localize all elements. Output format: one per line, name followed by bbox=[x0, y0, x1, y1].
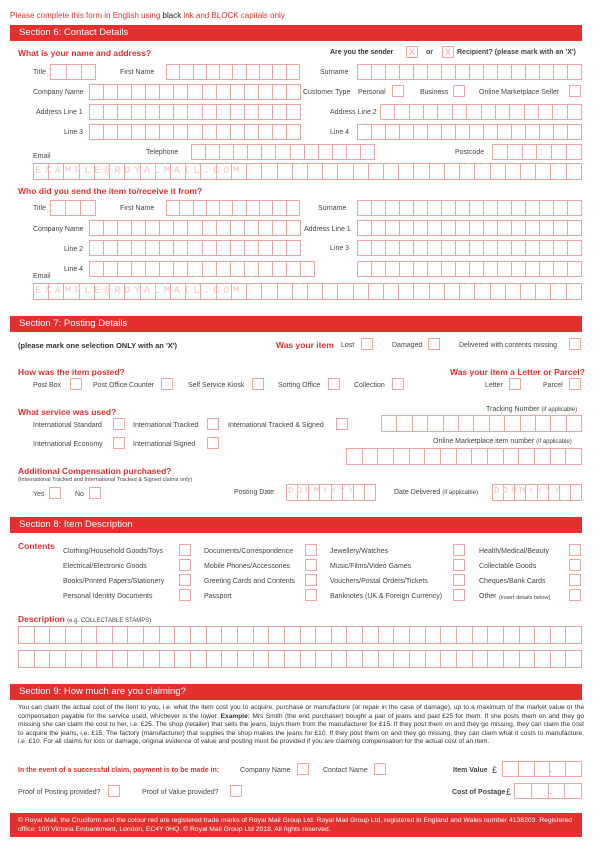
sender-postcode-input[interactable] bbox=[492, 144, 582, 160]
marketplace-item-number-input[interactable] bbox=[346, 448, 582, 465]
recipient-address-line1-input[interactable] bbox=[357, 220, 582, 236]
recipient-title-input[interactable] bbox=[50, 200, 96, 216]
sender-telephone-input[interactable] bbox=[191, 144, 375, 160]
sender-title-input[interactable] bbox=[50, 64, 96, 80]
other-note: (insert details below) bbox=[499, 595, 551, 601]
section-7-header: Section 7: Posting Details bbox=[10, 316, 582, 332]
post-office-counter-checkbox[interactable] bbox=[161, 378, 173, 390]
business-checkbox[interactable] bbox=[453, 85, 465, 97]
recipient-surname-input[interactable] bbox=[357, 200, 582, 216]
recipient-line3-input[interactable] bbox=[357, 240, 582, 256]
contents-option-label: Jewellery/Watches bbox=[330, 548, 389, 555]
contents-checkbox[interactable] bbox=[569, 574, 581, 586]
contents-checkbox[interactable] bbox=[453, 559, 465, 571]
damaged-checkbox[interactable] bbox=[428, 338, 440, 350]
cost-of-postage-input[interactable] bbox=[514, 783, 582, 799]
add-comp-yes-checkbox[interactable] bbox=[49, 487, 61, 499]
form-instruction: Please complete this form in English using black ink and BLOCK capitals only bbox=[10, 11, 285, 20]
self-service-kiosk-checkbox[interactable] bbox=[252, 378, 264, 390]
contents-option-label: Clothing/Household Goods/Toys bbox=[63, 548, 164, 555]
contents-checkbox[interactable] bbox=[179, 544, 191, 556]
lost-checkbox[interactable] bbox=[361, 338, 373, 350]
contents-option-label: Other bbox=[479, 593, 497, 600]
contents-checkbox[interactable] bbox=[453, 574, 465, 586]
contents-option-label: Collectable Goods bbox=[479, 563, 537, 570]
intl-standard-checkbox[interactable] bbox=[113, 418, 125, 430]
sender-email-example: EXAMPLE@ROYALMAIL.COM bbox=[35, 165, 243, 177]
contents-checkbox[interactable] bbox=[453, 544, 465, 556]
recipient-company-input[interactable] bbox=[89, 220, 301, 236]
parcel-checkbox[interactable] bbox=[569, 378, 581, 390]
item-value-input[interactable] bbox=[502, 761, 582, 777]
contents-option-label: Personal Identity Documents bbox=[63, 593, 153, 600]
sender-address-line1-input[interactable] bbox=[89, 104, 301, 120]
post-box-checkbox[interactable] bbox=[70, 378, 82, 390]
letter-checkbox[interactable] bbox=[509, 378, 521, 390]
sender-checkbox[interactable]: X bbox=[406, 46, 418, 58]
other-party-question: Who did you send the item to/receive it from? bbox=[18, 186, 203, 196]
personal-checkbox[interactable] bbox=[392, 85, 404, 97]
contents-option-label: Health/Medical/Beauty bbox=[479, 548, 550, 555]
contents-option-label: Passport bbox=[204, 593, 232, 600]
sender-address-line2-input[interactable] bbox=[380, 104, 582, 120]
tracking-number-input[interactable] bbox=[381, 415, 582, 432]
contents-option-label: Greeting Cards and Contents bbox=[204, 578, 296, 585]
section-6-header: Section 6: Contact Details bbox=[10, 25, 582, 41]
contents-checkbox[interactable] bbox=[453, 589, 465, 601]
sender-surname-input[interactable] bbox=[357, 64, 582, 80]
section-9-header: Section 9: How much are you claiming? bbox=[10, 684, 582, 700]
contents-checkbox[interactable] bbox=[305, 559, 317, 571]
intl-economy-checkbox[interactable] bbox=[113, 437, 125, 449]
recipient-first-name-input[interactable] bbox=[166, 200, 300, 216]
collection-checkbox[interactable] bbox=[392, 378, 404, 390]
sender-line3-input[interactable] bbox=[89, 124, 301, 140]
intl-signed-checkbox[interactable] bbox=[207, 437, 219, 449]
contents-option-label: Banknotes (UK & Foreign Currency) bbox=[330, 593, 443, 600]
add-comp-no-checkbox[interactable] bbox=[89, 487, 101, 499]
contents-option-label: Cheques/Bank Cards bbox=[479, 578, 546, 585]
other-note-wrap bbox=[499, 594, 550, 601]
footer-copyright: © Royal Mail, the Cruciform and the colour red are registered trade marks of Royal Mail Group Ltd. Royal Mail Group Ltd, registered in England and Wales number 4138203. Registered office: 100 Victoria Embankment, London, EC4Y 0HQ. © Royal Mail Group Ltd 2018. All rights reserved. bbox=[10, 813, 582, 837]
section-8-header: Section 8: Item Description bbox=[10, 517, 582, 533]
recipient-line2-input[interactable] bbox=[89, 240, 301, 256]
pay-company-checkbox[interactable] bbox=[297, 763, 309, 775]
proof-posting-checkbox[interactable] bbox=[108, 785, 120, 797]
contents-checkbox[interactable] bbox=[569, 589, 581, 601]
contents-option-label: Books/Printed Papers/Stationery bbox=[63, 578, 165, 585]
recipient-line4-input[interactable] bbox=[89, 261, 315, 277]
sender-first-name-input[interactable] bbox=[166, 64, 300, 80]
intl-tracked-signed-checkbox[interactable] bbox=[336, 418, 348, 430]
contents-checkbox[interactable] bbox=[305, 589, 317, 601]
sender-line4-input[interactable] bbox=[357, 124, 582, 140]
sorting-office-checkbox[interactable] bbox=[328, 378, 340, 390]
contents-option-label: Mobile Phones/Accessories bbox=[204, 563, 290, 570]
contents-checkbox[interactable] bbox=[179, 574, 191, 586]
claim-explanation: You can claim the actual cost of the item to you, i.e. what the item cost you to acquire, purchase or manufacture (or repair in the case of damage), up to a maximum of the market value or the compensation payable for the service used, whichever is the lower. Example: Mrs Smith (the end purchaser) bought a pair of jeans and paid £25 for them. If she posts them on and they go missing she can claim the cost to her, i.e. £25. The shop (retailer) that sells the jeans, buys them from the manufacturer for £15. If they post them on and they go missing, they can claim the cost to acquire the jeans, i.e. £15. The factory (manufacturer) that supplies the shop makes the jeans for £10. If they post them on and they go missing, they can claim what it costs to manufacture, i.e. £10. For all claims for loss or damage, original evidence of value and posting must be provided if you are claiming compensation for the actual cost of an item. bbox=[18, 704, 585, 746]
contents-missing-checkbox[interactable] bbox=[569, 338, 581, 350]
description-line2-input[interactable] bbox=[18, 650, 582, 668]
contents-checkbox[interactable] bbox=[569, 544, 581, 556]
contents-checkbox[interactable] bbox=[305, 574, 317, 586]
marketplace-seller-checkbox[interactable] bbox=[569, 85, 581, 97]
proof-value-checkbox[interactable] bbox=[230, 785, 242, 797]
intl-tracked-checkbox[interactable] bbox=[207, 418, 219, 430]
pay-contact-checkbox[interactable] bbox=[374, 763, 386, 775]
description-line1-input[interactable] bbox=[18, 626, 582, 644]
sender-company-input[interactable] bbox=[89, 84, 301, 100]
recipient-postcode-input[interactable] bbox=[357, 261, 582, 277]
sender-question: Are you the sender bbox=[330, 49, 394, 56]
name-address-question: What is your name and address? bbox=[18, 48, 152, 58]
contents-checkbox[interactable] bbox=[179, 589, 191, 601]
recipient-checkbox[interactable]: X bbox=[442, 46, 454, 58]
contents-option-label: Vouchers/Postal Orders/Tickets bbox=[330, 578, 428, 585]
contents-checkbox[interactable] bbox=[305, 544, 317, 556]
contents-checkbox[interactable] bbox=[179, 559, 191, 571]
contents-option-label: Music/Films/Video Games bbox=[330, 563, 412, 570]
contents-option-label: Electrical/Electronic Goods bbox=[63, 563, 147, 570]
contents-checkbox[interactable] bbox=[569, 559, 581, 571]
contents-option-label: Documents/Correspondence bbox=[204, 548, 294, 555]
recipient-email-example: EXAMPLE@ROYALMAIL.COM bbox=[35, 285, 243, 297]
